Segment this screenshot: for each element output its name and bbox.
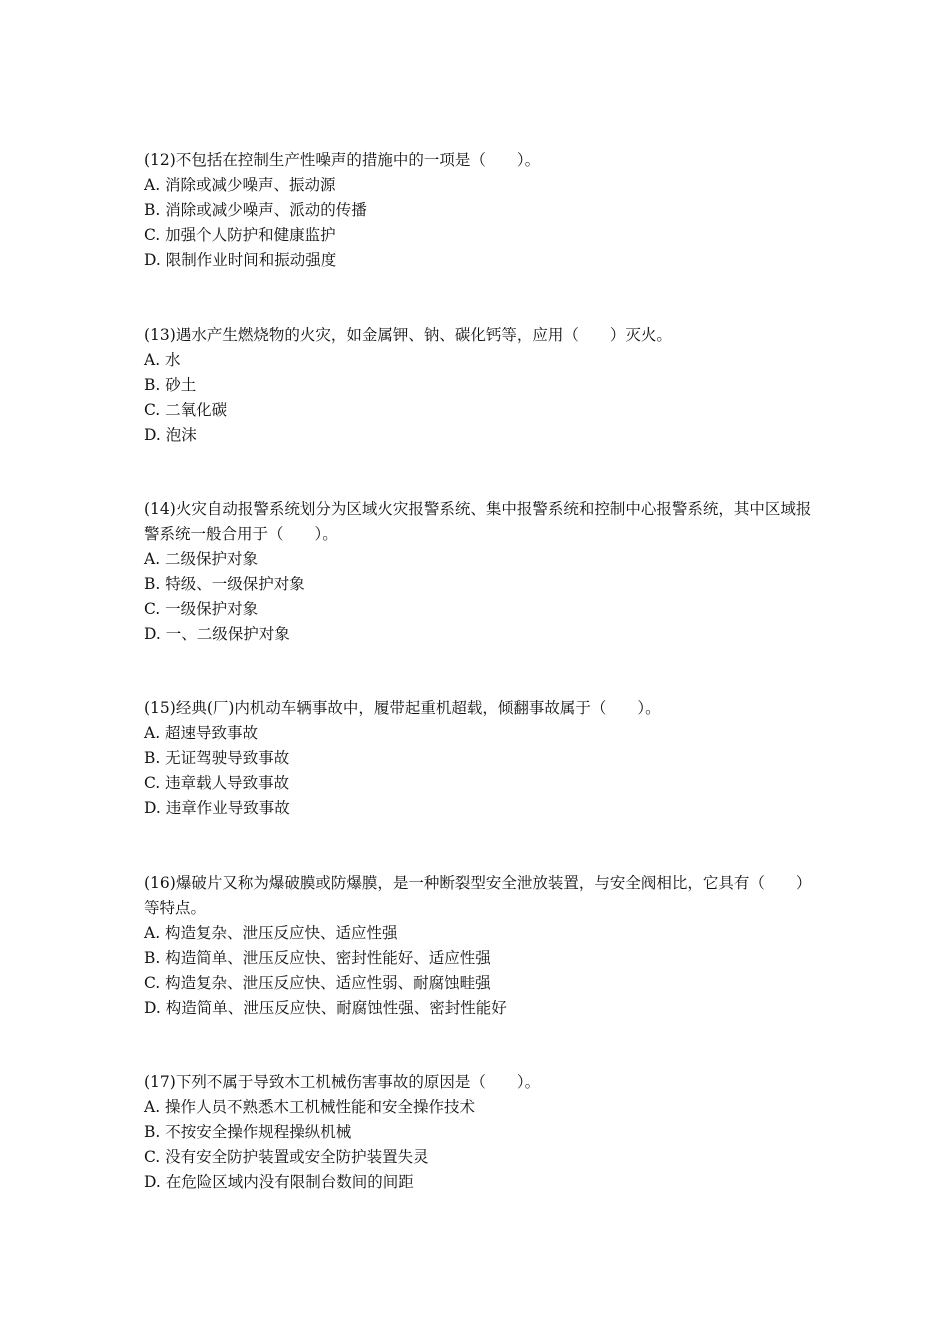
option-b: B. 砂土 <box>144 376 197 394</box>
question-text: (14)火灾自动报警系统划分为区域火灾报警系统、集中报警系统和控制中心报警系统，其中区域报警系统一般合用于（ ）。 <box>144 500 812 543</box>
option-d: D. 构造简单、泄压反应快、耐腐蚀性强、密封性能好 <box>144 999 507 1017</box>
question-text: (13)遇水产生燃烧物的火灾，如金属钾、钠、碳化钙等，应用（ ）灭火。 <box>144 326 672 344</box>
option-c: C. 加强个人防护和健康监护 <box>144 226 336 244</box>
question-13 <box>144 323 814 448</box>
option-a: A. 水 <box>144 351 181 369</box>
option-b: B. 构造简单、泄压反应快、密封性能好、适应性强 <box>144 949 491 967</box>
option-b: B. 特级、一级保护对象 <box>144 575 305 593</box>
question-text: (12)不包括在控制生产性噪声的措施中的一项是（ ）。 <box>144 151 541 169</box>
question-12 <box>144 148 814 273</box>
option-d: D. 在危险区域内没有限制台数间的间距 <box>144 1173 414 1191</box>
question-14 <box>144 497 814 647</box>
option-b: B. 不按安全操作规程操纵机械 <box>144 1123 352 1141</box>
question-15 <box>144 696 814 821</box>
option-c: C. 没有安全防护装置或安全防护装置失灵 <box>144 1148 429 1166</box>
option-b: B. 无证驾驶导致事故 <box>144 749 290 767</box>
option-c: C. 违章载人导致事故 <box>144 774 290 792</box>
option-c: C. 构造复杂、泄压反应快、适应性弱、耐腐蚀畦强 <box>144 974 491 992</box>
question-17 <box>144 1070 814 1195</box>
option-d: D. 限制作业时间和振动强度 <box>144 251 337 269</box>
option-a: A. 构造复杂、泄压反应快、适应性强 <box>144 924 398 942</box>
option-a: A. 二级保护对象 <box>144 550 259 568</box>
option-c: C. 二氧化碳 <box>144 401 228 419</box>
option-a: A. 操作人员不熟悉木工机械性能和安全操作技术 <box>144 1098 476 1116</box>
question-16 <box>144 871 814 1021</box>
question-text: (15)经典(厂)内机动车辆事故中，履带起重机超载，倾翻事故属于（ ）。 <box>144 699 661 717</box>
option-d: D. 违章作业导致事故 <box>144 799 290 817</box>
question-text: (17)下列不属于导致木工机械伤害事故的原因是（ ）。 <box>144 1073 541 1091</box>
option-a: A. 超速导致事故 <box>144 724 259 742</box>
option-a: A. 消除或减少噪声、振动源 <box>144 176 336 194</box>
question-text: (16)爆破片又称为爆破膜或防爆膜，是一种断裂型安全泄放装置，与安全阀相比，它具有（ ）等特点。 <box>144 874 812 917</box>
option-d: D. 一、二级保护对象 <box>144 625 290 643</box>
option-d: D. 泡沫 <box>144 426 197 444</box>
option-b: B. 消除或减少噪声、派动的传播 <box>144 201 367 219</box>
option-c: C. 一级保护对象 <box>144 600 259 618</box>
